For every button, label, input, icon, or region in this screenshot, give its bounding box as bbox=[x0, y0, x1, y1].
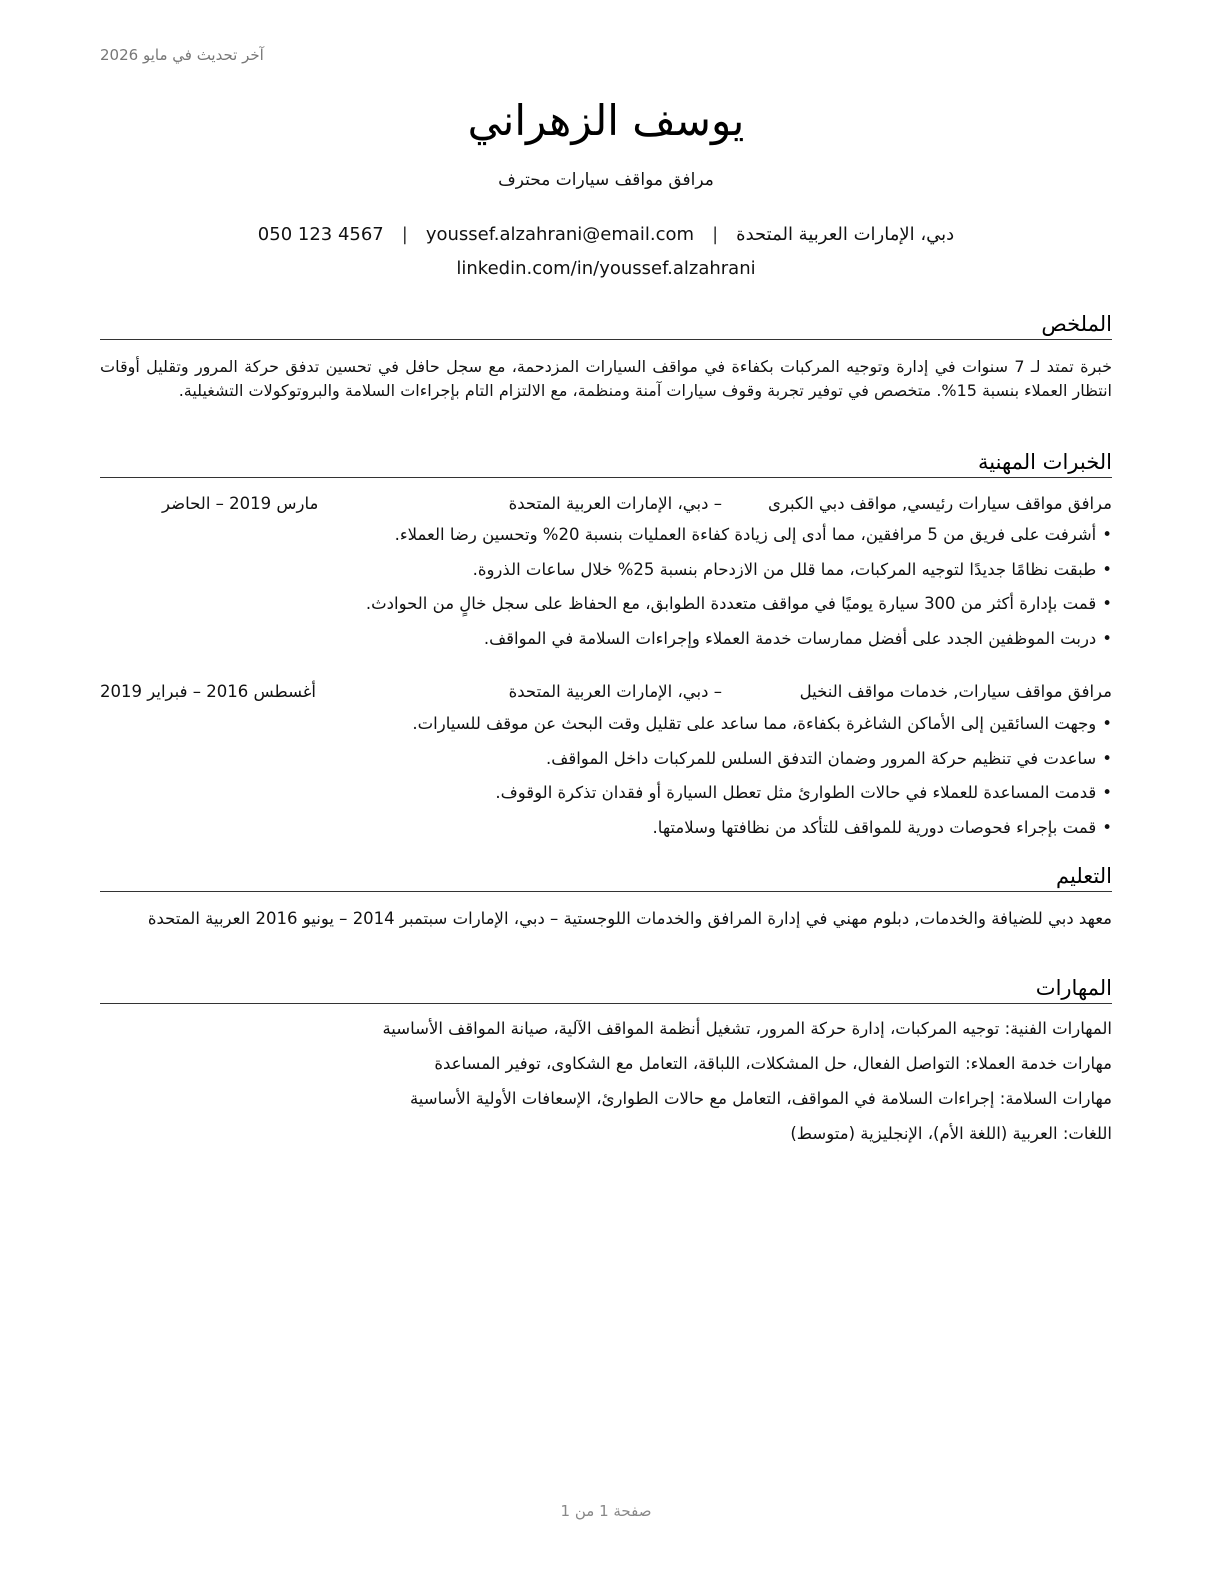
education-entry: معهد دبي للضيافة والخدمات, دبلوم مهني في إدارة المرافق والخدمات اللوجستية – دبي، الإمارات سبتمبر 2014 – يونيو 2016 العربية المتحدة bbox=[147, 909, 1112, 928]
candidate-title: مرافق مواقف سيارات محترف bbox=[498, 170, 714, 190]
contact-line bbox=[100, 224, 1112, 245]
job-location: – دبي، الإمارات العربية المتحدة bbox=[508, 494, 722, 513]
job-role: مرافق مواقف سيارات رئيسي, مواقف دبي الكبرى bbox=[767, 494, 1112, 513]
bullet-symbol: • bbox=[1102, 594, 1112, 613]
skills-list bbox=[100, 1016, 1112, 1156]
last-updated-note: آخر تحديث في مايو 2026 bbox=[100, 46, 264, 64]
experience-heading: الخبرات المهنية bbox=[100, 448, 1112, 478]
resume-page bbox=[100, 0, 1112, 1584]
bullet-symbol: • bbox=[1102, 559, 1112, 579]
job-bullets bbox=[100, 522, 1112, 660]
bullet-symbol: • bbox=[1102, 748, 1112, 768]
education-heading: التعليم bbox=[100, 862, 1112, 892]
summary-heading: الملخص bbox=[100, 310, 1112, 340]
page-number: صفحة 1 من 1 bbox=[560, 1502, 652, 1520]
contact-phone: 050 123 4567 bbox=[257, 224, 384, 245]
bullet-symbol: • bbox=[1102, 628, 1112, 648]
contact-location: دبي، الإمارات العربية المتحدة bbox=[736, 224, 955, 245]
linkedin-link[interactable]: linkedin.com/in/youssef.alzahrani bbox=[456, 258, 756, 279]
job-role: مرافق مواقف سيارات, خدمات مواقف النخيل bbox=[799, 682, 1112, 701]
bullet-item: •قدمت المساعدة للعملاء في حالات الطوارئ مثل تعطل السيارة أو فقدان تذكرة الوقوف. bbox=[495, 783, 1112, 802]
job-bullets bbox=[100, 711, 1112, 849]
bullet-item: •أشرفت على فريق من 5 مرافقين، مما أدى إلى زيادة كفاءة العمليات بنسبة 20% وتحسين رضا العملاء. bbox=[394, 525, 1112, 544]
bullet-symbol: • bbox=[1102, 525, 1112, 544]
job-header bbox=[100, 682, 1112, 708]
contact-email[interactable]: youssef.alzahrani@email.com bbox=[425, 224, 695, 245]
bullet-item: •قمت بإجراء فحوصات دورية للمواقف للتأكد من نظافتها وسلامتها. bbox=[652, 817, 1112, 837]
bullet-symbol: • bbox=[1102, 714, 1112, 733]
contact-separator: | bbox=[401, 224, 408, 245]
bullet-item: •دربت الموظفين الجدد على أفضل ممارسات خدمة العملاء وإجراءات السلامة في المواقف. bbox=[483, 628, 1112, 648]
job-location: – دبي، الإمارات العربية المتحدة bbox=[508, 682, 722, 701]
contact-separator: | bbox=[712, 224, 719, 245]
bullet-symbol: • bbox=[1102, 817, 1112, 837]
bullet-item: •ساعدت في تنظيم حركة المرور وضمان التدفق السلس للمركبات داخل المواقف. bbox=[546, 748, 1112, 768]
summary-text: خبرة تمتد لـ 7 سنوات في إدارة وتوجيه المركبات بكفاءة في مواقف السيارات المزدحمة، مع سجل حافل في تحسين تدفق حركة المرور وتقليل أوقات انتظار العملاء بنسبة 15%. متخصص في توفير تجربة وقوف سيارات آمنة ومنظمة، مع الالتزام التام بإجراءات السلامة والبروتوكولات التشغيلية. bbox=[100, 357, 1112, 400]
skill-item: مهارات السلامة: إجراءات السلامة في المواقف، التعامل مع حالات الطوارئ، الإسعافات الأولية الأساسية bbox=[409, 1089, 1112, 1108]
bullet-item: •وجهت السائقين إلى الأماكن الشاغرة بكفاءة، مما ساعد على تقليل وقت البحث عن موقف للسيارات. bbox=[412, 714, 1112, 733]
skill-item: اللغات: العربية (اللغة الأم)، الإنجليزية (متوسط) bbox=[790, 1124, 1112, 1143]
job-dates: أغسطس 2016 – فبراير 2019 bbox=[100, 682, 316, 701]
bullet-item: •قمت بإدارة أكثر من 300 سيارة يوميًا في مواقف متعددة الطوابق، مع الحفاظ على سجل خالٍ من الحوادث. bbox=[365, 594, 1112, 613]
candidate-name: يوسف الزهراني bbox=[467, 96, 745, 145]
bullet-item: •طبقت نظامًا جديدًا لتوجيه المركبات، مما قلل من الازدحام بنسبة 25% خلال ساعات الذروة. bbox=[472, 559, 1112, 579]
bullet-symbol: • bbox=[1102, 783, 1112, 802]
job-header bbox=[100, 494, 1112, 520]
skills-heading: المهارات bbox=[100, 974, 1112, 1004]
skill-item: المهارات الفنية: توجيه المركبات، إدارة حركة المرور، تشغيل أنظمة المواقف الآلية، صيانة المواقف الأساسية bbox=[382, 1019, 1112, 1038]
job-dates: مارس 2019 – الحاضر bbox=[162, 494, 319, 513]
skill-item: مهارات خدمة العملاء: التواصل الفعال، حل المشكلات، اللباقة، التعامل مع الشكاوى، توفير المساعدة bbox=[434, 1054, 1112, 1073]
